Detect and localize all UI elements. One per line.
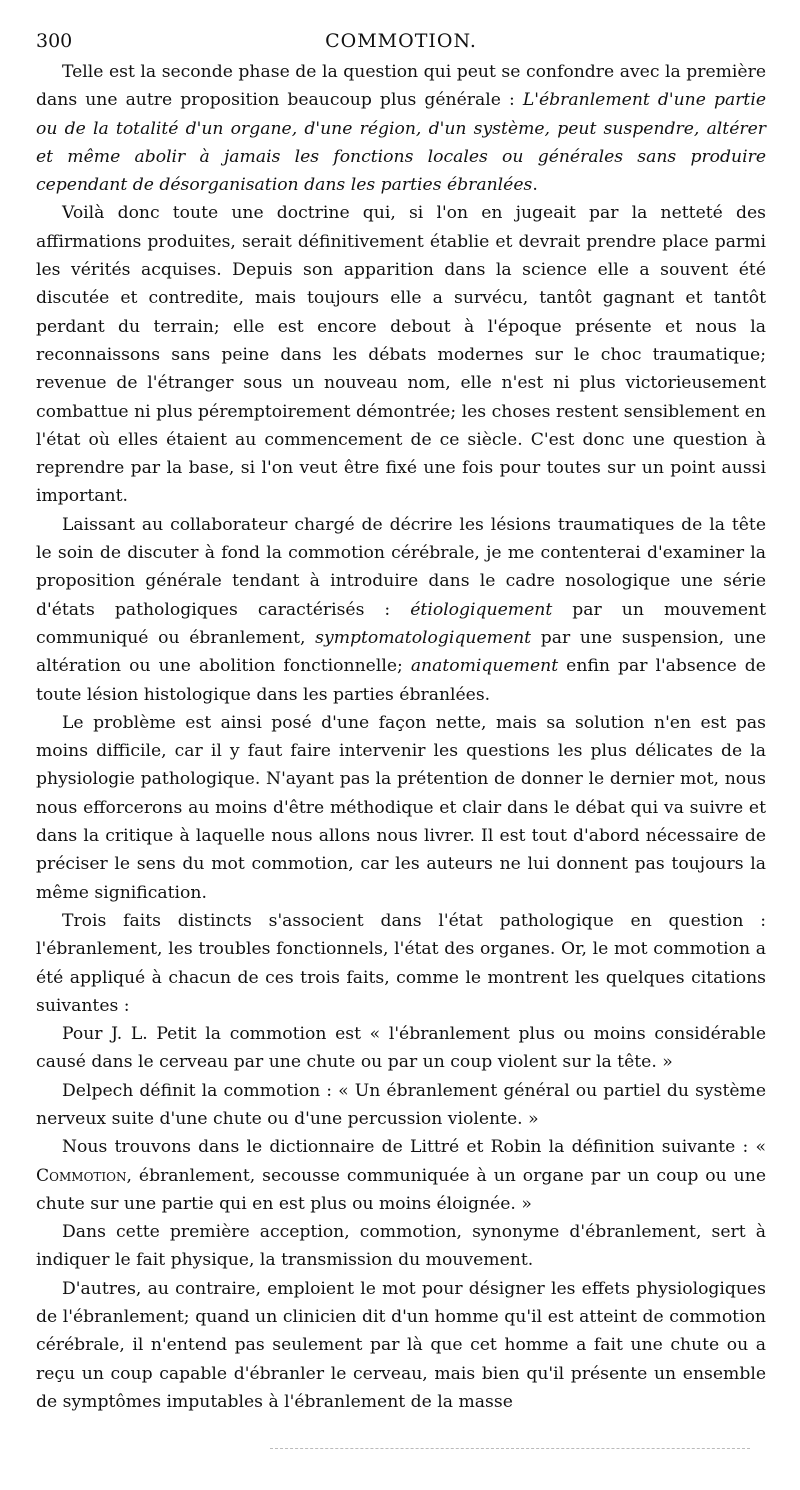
paragraph-2: Voilà donc toute une doctrine qui, si l'on en jugeait par la netteté des affirmations produites, serait définitivement établie et devrait prendre place parmi les vérités acquises. Depuis son apparition dans la science elle a souvent été discutée et contredite, mais toujours elle a survécu, tantôt gagnant et tantôt perdant du terrain; elle est encore debout à l'époque présente et nous la reconnaissons sans peine dans les débats modernes sur le choc traumatique; revenue de l'étranger sous un nouveau nom, elle n'est ni plus victorieusement combattue ni plus péremptoirement démontrée; les choses restent sensiblement en l'état où elles étaient au commencement de ce siècle. C'est donc une question à reprendre par la base, si l'on veut être fixé une fois pour toutes sur un point aussi important.: [36, 203, 766, 507]
paragraph-5: Trois faits distincts s'associent dans l'état pathologique en question : l'ébranlement, les troubles fonctionnels, l'état des organes. Or, le mot commotion a été appliqué à chacun de ces trois faits, comme le montrent les quelques citations suivantes :: [36, 910, 766, 1016]
italic-term: anatomiquement: [410, 656, 559, 677]
page-number: 300: [36, 30, 73, 52]
paragraph-3: Laissant au collaborateur chargé de décrire les lésions traumatiques de la tête le soin de discuter à fond la commotion cérébrale, je me contenterai d'examiner la proposition générale tendant à introduire dans le cadre nosologique une série d'états pathologiques caractérisés : étiologiquement par un mouvement communiqué ou ébranlement, symptomatologiquement par une suspension, une altération ou une abolition fonctionnelle; anatomiquement enfin par l'absence de toute lésion histologique dans les parties ébranlées.: [36, 514, 767, 705]
paragraph-9: Dans cette première acception, commotion, synonyme d'ébranlement, sert à indiquer le fait physique, la transmission du mouvement.: [36, 1222, 766, 1271]
paragraph-10: D'autres, au contraire, emploient le mot pour désigner les effets physiologiques de l'ébranlement; quand un clinicien dit d'un homme qu'il est atteint de commotion cérébrale, il n'entend pas seulement par là que cet homme a fait une chute ou a reçu un coup capable d'ébranler le cerveau, mais bien qu'il présente un ensemble de symptômes imputables à l'ébranlement de la masse: [36, 1278, 766, 1412]
quote-delpech: Delpech définit la commotion : « Un ébranlement général ou partiel du système nerveux suite d'une chute ou d'une percussion violente. »: [36, 1080, 766, 1129]
running-header: [36, 30, 766, 58]
paragraph-4: Le problème est ainsi posé d'une façon nette, mais sa solution n'en est pas moins difficile, car il y faut faire intervenir les questions les plus délicates de la physiologie pathologique. N'ayant pas la prétention de donner le dernier mot, nous nous efforcerons au moins d'être méthodique et clair dans le débat qui va suivre et dans la critique à laquelle nous allons nous livrer. Il est tout d'abord nécessaire de préciser le sens du mot commotion, car les auteurs ne lui donnent pas toujours la même signification.: [36, 712, 766, 903]
quote-petit: Pour J. L. Petit la commotion est « l'ébranlement plus ou moins considérable causé dans le cerveau par une chute ou par un coup violent sur la tête. »: [36, 1024, 766, 1073]
book-page: [36, 30, 766, 1416]
italic-term: symptomatologiquement: [315, 627, 532, 648]
scan-artifact-rule: [270, 1448, 750, 1450]
italic-term: étiologiquement: [410, 599, 553, 620]
small-caps-term: Commotion: [36, 1165, 127, 1186]
italic-proposition: L'ébranlement d'une partie ou de la totalité d'un organe, d'une région, d'un système, peut suspendre, altérer et même abolir à jamais les fonctions locales ou générales sans produire cependant de désorganisation dans les parties ébranlées: [36, 90, 766, 196]
paragraph-1: Telle est la seconde phase de la question qui peut se confondre avec la première dans une autre proposition beaucoup plus générale : L'ébranlement d'une partie ou de la totalité d'un organe, d'une région, d'un système, peut suspendre, altérer et même abolir à jamais les fonctions locales ou générales sans produire cependant de désorganisation dans les parties ébranlées.: [36, 62, 766, 196]
quote-littre-robin: Nous trouvons dans le dictionnaire de Littré et Robin la définition suivante : « Commotion, ébranlement, secousse communiquée à un organe par un coup ou une chute sur une partie qui en est plus ou moins éloignée. »: [36, 1137, 766, 1214]
running-title: COMMOTION.: [325, 30, 477, 52]
body-text: [36, 58, 766, 1416]
